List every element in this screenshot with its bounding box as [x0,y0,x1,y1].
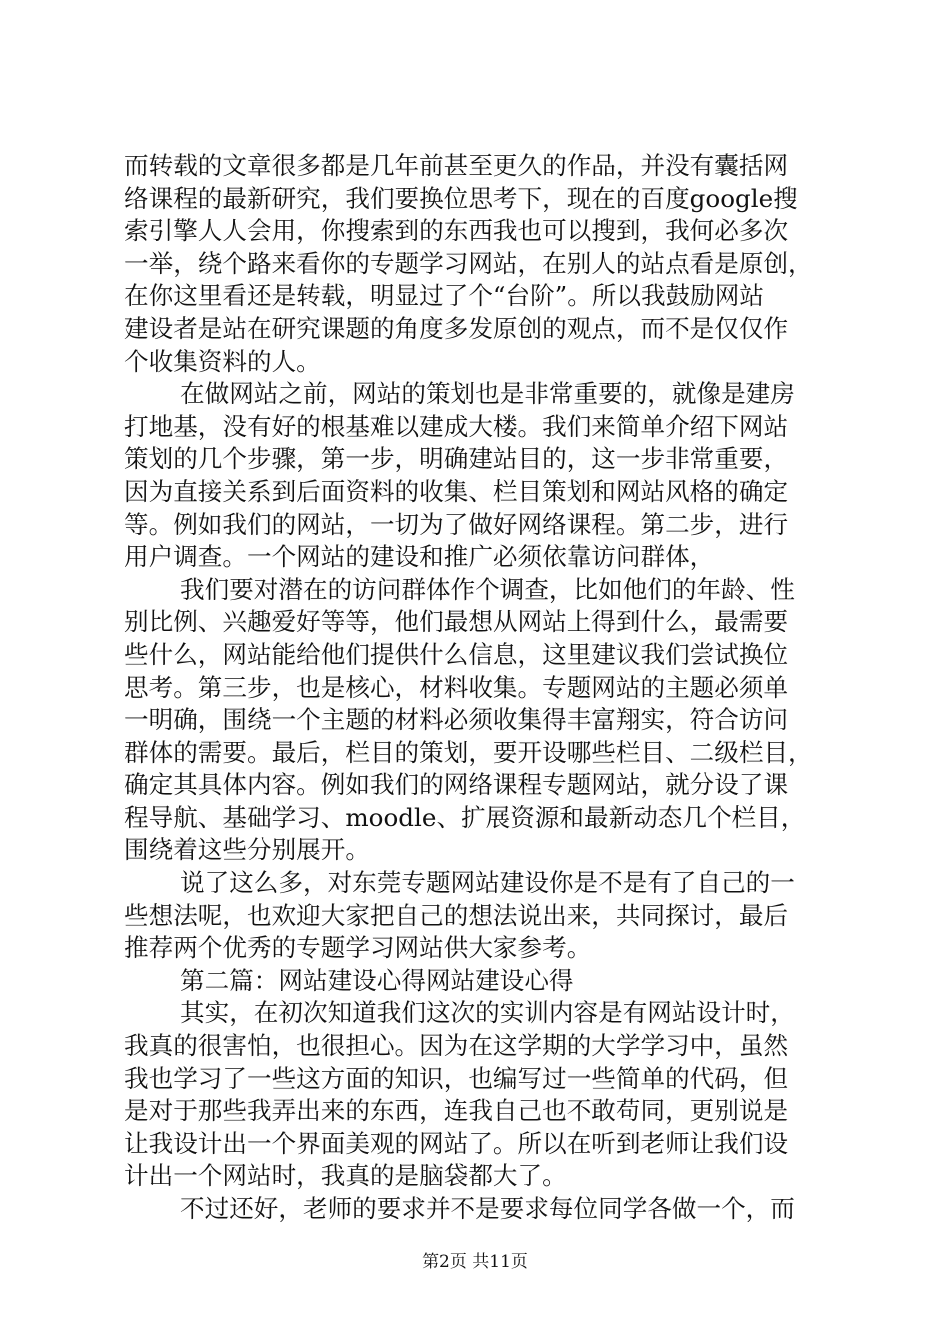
text-line: 等。例如我们的网站，一切为了做好网络课程。第二步，进行 [124,509,789,539]
text-line: 索引擎人人会用，你搜索到的东西我也可以搜到，我何必多次 [124,216,789,246]
text-line: 我也学习了一些这方面的知识，也编写过一些简单的代码，但 [124,1063,789,1093]
paragraph-first-line: 我们要对潜在的访问群体作个调查，比如他们的年龄、性 [180,574,795,604]
page-footer [0,1247,950,1272]
text-line: 络课程的最新研究，我们要换位思考下，现在的百度google搜 [124,183,798,213]
text-line: 一举，绕个路来看你的专题学习网站，在别人的站点看是原创， [124,248,813,278]
text-line: 一明确，围绕一个主题的材料必须收集得丰富翔实，符合访问 [124,705,789,735]
text-line: 确定其具体内容。例如我们的网络课程专题网站，就分设了课 [124,770,789,800]
text-line: 用户调查。一个网站的建设和推广必须依靠访问群体， [124,542,715,572]
text-line: 而转载的文章很多都是几年前甚至更久的作品，并没有囊括网 [124,151,789,180]
paragraph-first-line: 在做网站之前，网站的策划也是非常重要的，就像是建房 [180,379,795,409]
text-line: 是对于那些我弄出来的东西，连我自己也不敢苟同，更别说是 [124,1096,789,1126]
text-line: 让我设计出一个界面美观的网站了。所以在听到老师让我们设 [124,1128,789,1158]
text-line: 些想法呢，也欢迎大家把自己的想法说出来，共同探讨，最后 [124,900,789,930]
text-line: 些什么，网站能给他们提供什么信息，这里建议我们尝试换位 [124,639,789,669]
paragraph-first-line: 说了这么多，对东莞专题网站建设你是不是有了自己的一 [180,868,795,898]
paragraph-first-line: 不过还好，老师的要求并不是要求每位同学各做一个，而 [180,1194,795,1223]
text-line: 计出一个网站时，我真的是脑袋都大了。 [124,1161,567,1191]
text-line: 因为直接关系到后面资料的收集、栏目策划和网站风格的确定 [124,476,789,506]
text-line: 思考。第三步，也是核心，材料收集。专题网站的主题必须单 [124,672,789,702]
text-line: 推荐两个优秀的专题学习网站供大家参考。 [124,933,592,963]
text-line: 别比例、兴趣爱好等等，他们最想从网站上得到什么，最需要 [124,607,789,637]
text-line: 打地基，没有好的根基难以建成大楼。我们来简单介绍下网站 [124,411,789,441]
paragraph-first-line: 第二篇：网站建设心得网站建设心得 [180,965,574,995]
text-line: 程导航、基础学习、moodle、扩展资源和最新动态几个栏目， [124,802,806,832]
text-line: 建设者是站在研究课题的角度多发原创的观点，而不是仅仅作 [124,313,789,343]
page-number: 第2页 共11页 [422,1252,528,1272]
text-line: 我真的很害怕，也很担心。因为在这学期的大学学习中，虽然 [124,1031,789,1061]
document-body [124,150,830,1226]
text-line: 个收集资料的人。 [124,346,321,376]
paragraph-first-line: 其实，在初次知道我们这次的实训内容是有网站设计时， [180,998,795,1028]
text-line: 在你这里看还是转载，明显过了个“台阶”。所以我鼓励网站 [124,281,764,311]
text-line: 群体的需要。最后，栏目的策划，要开设哪些栏目、二级栏目， [124,737,813,767]
text-line: 围绕着这些分别展开。 [124,835,370,865]
text-line: 策划的几个步骤，第一步，明确建站目的，这一步非常重要， [124,444,789,474]
